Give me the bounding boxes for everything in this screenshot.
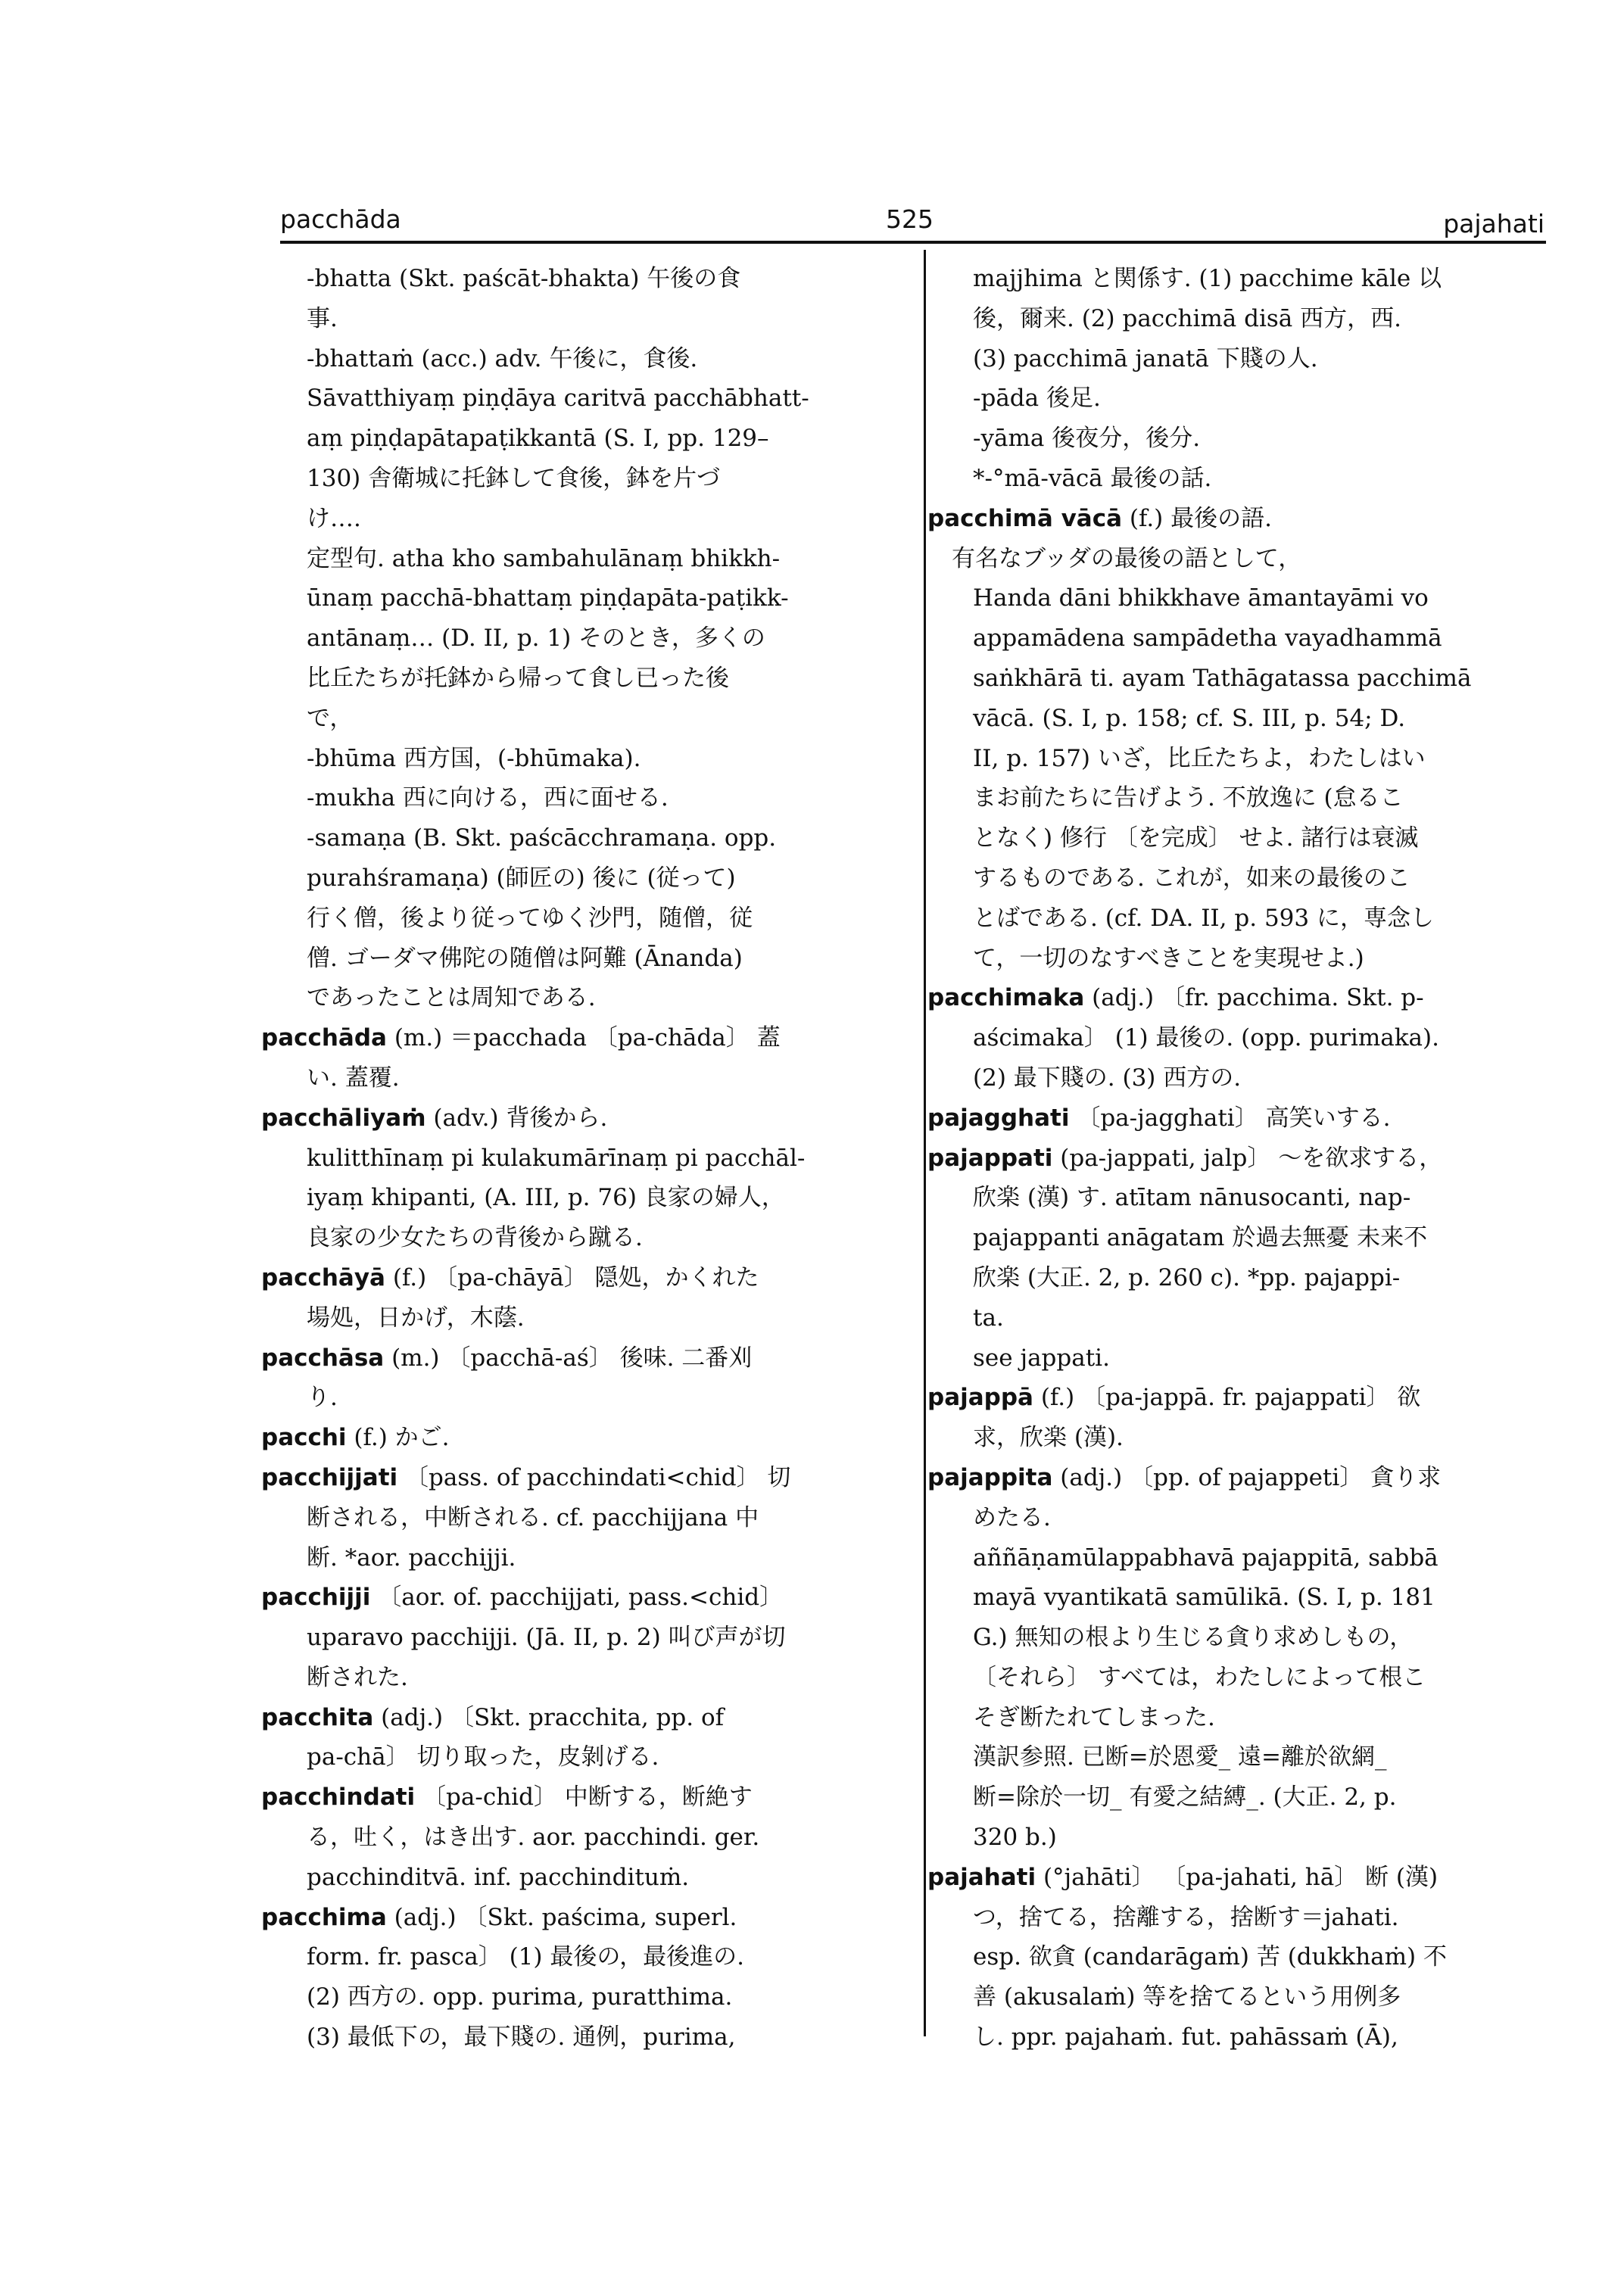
entry-headword-line: pajappā (f.) 〔pa-jappā. fr. pajappati〕 欲: [927, 1384, 1421, 1412]
entry-text-line: -bhatta (Skt. paścāt-bhakta) 午後の食: [307, 265, 741, 292]
headword: pajappita: [927, 1463, 1053, 1491]
entry-text-line: form. fr. pasca〕 (1) 最後の，最後進の.: [307, 1943, 744, 1971]
headword: pajagghati: [927, 1104, 1070, 1132]
entry-headword-line: pacchijji 〔aor. of. pacchijjati, pass.<chid〕: [261, 1584, 784, 1612]
headword: pacchimaka: [927, 984, 1085, 1012]
entry-text-line: であったことは周知である.: [307, 984, 596, 1012]
entry-text-line: (3) pacchimā janatā 下賤の人.: [973, 344, 1318, 372]
entry-text-line: 断された.: [307, 1663, 408, 1691]
entry-text-line: -samaṇa (B. Skt. paścācchramaṇa. opp.: [307, 824, 777, 852]
entry-text-line: kulitthīnaṃ pi kulakumārīnaṃ pi pacchāl-: [307, 1144, 806, 1172]
entry-text-line: 事.: [307, 304, 338, 332]
entry-text-line: て，一切のなすべきことを実現せよ.): [973, 944, 1364, 972]
entry-text-line: つ，捨てる，捨離する，捨断す＝jahati.: [973, 1903, 1399, 1931]
entry-text-line: antānaṃ… (D. II, p. 1) そのとき，多くの: [307, 625, 765, 653]
entry-text-line: -bhūma 西方国，(-bhūmaka).: [307, 744, 641, 772]
entry-text-line: pa-chā〕 切り取った，皮剝げる.: [307, 1743, 659, 1771]
entry-headword-line: pacchimaka (adj.) 〔fr. pacchima. Skt. p-: [927, 984, 1424, 1012]
entry-text-line: majjhima と関係す. (1) pacchime kāle 以: [973, 265, 1442, 292]
entry-text-line: となく) 修行 〔を完成〕 せよ. 諸行は衰滅: [973, 824, 1419, 852]
entry-headword-line: pacchima (adj.) 〔Skt. paścima, superl.: [261, 1903, 737, 1931]
entry-text-line: る，吐く，はき出す. aor. pacchindi. ger.: [307, 1824, 760, 1852]
column-divider: [924, 250, 926, 2036]
entry-text-line: (3) 最低下の，最下賤の. 通例，purima,: [307, 2024, 736, 2052]
entry-text-line: purahśramaṇa) (師匠の) 後に (従って): [307, 864, 736, 892]
entry-text-line: 断=除於一切_ 有愛之結縛_. (大正. 2, p.: [973, 1784, 1397, 1812]
entry-text-line: see jappati.: [973, 1344, 1110, 1372]
entry-text-line: し. ppr. pajahaṁ. fut. pahāssaṁ (Ā),: [973, 2024, 1398, 2052]
headword: pacchindati: [261, 1784, 416, 1812]
entry-text-line: (2) 西方の. opp. purima, puratthima.: [307, 1983, 733, 2011]
entry-text-line: G.) 無知の根より生じる貪り求めしもの，: [973, 1624, 1414, 1652]
entry-text-line: mayā vyantikatā samūlikā. (S. I, p. 181: [973, 1584, 1435, 1612]
running-header: [280, 198, 1545, 244]
entry-text-line: 320 b.): [973, 1824, 1057, 1852]
entry-text-line: 漢訳参照. 已断=於恩愛_ 遠=離於欲網_: [973, 1743, 1387, 1771]
entry-text-line: り.: [307, 1384, 338, 1412]
headword: pacchima: [261, 1903, 387, 1931]
entry-headword-line: pajappati (pa-jappati, jalp〕 〜を欲求する，: [927, 1144, 1443, 1172]
headword: pajappā: [927, 1384, 1033, 1412]
entry-text-line: pajappanti anāgatam 於過去無憂 未来不: [973, 1224, 1428, 1252]
headword: pacchijjati: [261, 1463, 398, 1491]
headword: pacchimā vācā: [927, 504, 1122, 532]
entry-text-line: esp. 欲貪 (candarāgaṁ) 苦 (dukkhaṁ) 不: [973, 1943, 1447, 1971]
entry-headword-line: pacchijjati 〔pass. of pacchindati<chid〕 切: [261, 1463, 791, 1491]
entry-text-line: 比丘たちが托鉢から帰って食し已った後: [307, 664, 729, 692]
entry-text-line: aścimaka〕 (1) 最後の. (opp. purimaka).: [973, 1024, 1439, 1052]
header-rule: [280, 241, 1546, 244]
entry-headword-line: pajappita (adj.) 〔pp. of pajappeti〕 貪り求: [927, 1463, 1442, 1491]
entry-text-line: appamādena sampādetha vayadhammā: [973, 625, 1442, 653]
headword: pacchijji: [261, 1584, 371, 1612]
entry-text-line: 善 (akusalaṁ) 等を捨てるという用例多: [973, 1983, 1401, 2011]
entry-text-line: II, p. 157) いざ，比丘たちよ，わたしはい: [973, 744, 1426, 772]
entry-text-line: 良家の少女たちの背後から蹴る.: [307, 1224, 643, 1252]
entry-text-line: で，: [307, 704, 354, 732]
entry-text-line: 〔それら〕 すべては，わたしによって根こ: [973, 1663, 1426, 1691]
entry-headword-line: pacchi (f.) かご.: [261, 1424, 450, 1452]
entry-headword-line: pacchāsa (m.) 〔pacchā-aś〕 後味. 二番刈: [261, 1344, 753, 1372]
entry-headword-line: pajahati (°jahāti〕 〔pa-jahati, hā〕 断 (漢): [927, 1863, 1439, 1891]
entry-text-line: -bhattaṁ (acc.) adv. 午後に，食後.: [307, 344, 698, 372]
entry-text-line: とばである. (cf. DA. II, p. 593 に，専念し: [973, 904, 1434, 932]
entry-text-line: Handa dāni bhikkhave āmantayāmi vo: [973, 584, 1429, 612]
entry-headword-line: pacchāliyaṁ (adv.) 背後から.: [261, 1104, 608, 1132]
entry-text-line: *-°mā-vācā 最後の話.: [973, 464, 1212, 492]
headword: pajahati: [927, 1863, 1036, 1891]
headword: pacchita: [261, 1703, 374, 1731]
entry-text-line: -mukha 西に向ける，西に面せる.: [307, 784, 669, 812]
entry-text-line: -pāda 後足.: [973, 385, 1101, 413]
entry-text-line: Sāvatthiyaṃ piṇḍāya caritvā pacchābhatt-: [307, 385, 809, 413]
entry-text-line: 断される，中断される. cf. pacchijjana 中: [307, 1503, 759, 1531]
entry-headword-line: pacchita (adj.) 〔Skt. pracchita, pp. of: [261, 1703, 725, 1731]
entry-text-line: aññāṇamūlappabhavā pajappitā, sabbā: [973, 1544, 1439, 1572]
entry-text-line: saṅkhārā ti. ayam Tathāgatassa pacchimā: [973, 664, 1472, 692]
entry-text-line: ta.: [973, 1304, 1004, 1332]
entry-text-line: 場処，日かげ，木蔭.: [307, 1304, 525, 1332]
entry-text-line: するものである. これが，如来の最後のこ: [973, 864, 1410, 892]
left-guide-word: pacchāda: [280, 204, 401, 234]
headword: pacchāyā: [261, 1263, 385, 1291]
entry-text-line: 求，欣楽 (漢).: [973, 1424, 1124, 1452]
entry-text-line: 僧. ゴーダマ佛陀の随僧は阿難 (Ānanda): [307, 944, 743, 972]
entry-headword-line: pacchindati 〔pa-chid〕 中断する，断絶す: [261, 1784, 753, 1812]
headword: pacchāsa: [261, 1344, 385, 1372]
entry-text-line: まお前たちに告げよう. 不放逸に (怠るこ: [973, 784, 1404, 812]
headword: pajappati: [927, 1144, 1053, 1172]
entry-text-line: 有名なブッダの最後の語として，: [952, 544, 1302, 572]
entry-text-line: 欣楽 (大正. 2, p. 260 c). *pp. pajappi-: [973, 1263, 1401, 1291]
entry-headword-line: pacchāyā (f.) 〔pa-chāyā〕 隠処，かくれた: [261, 1263, 759, 1291]
entry-text-line: aṃ piṇḍapātapaṭikkantā (S. I, pp. 129–: [307, 425, 769, 453]
entry-text-line: そぎ断たれてしまった.: [973, 1703, 1215, 1731]
entry-headword-line: pacchimā vācā (f.) 最後の語.: [927, 504, 1272, 532]
entry-text-line: vācā. (S. I, p. 158; cf. S. III, p. 54; D.: [973, 704, 1406, 732]
entry-text-line: iyaṃ khipanti, (A. III, p. 76) 良家の婦人，: [307, 1184, 785, 1212]
entry-text-line: -yāma 後夜分，後分.: [973, 425, 1201, 453]
entry-text-line: 欣楽 (漢) す. atītam nānusocanti, nap-: [973, 1184, 1411, 1212]
entry-text-line: pacchinditvā. inf. pacchindituṁ.: [307, 1863, 690, 1891]
entry-text-line: ūnaṃ pacchā-bhattaṃ piṇḍapāta-paṭikk-: [307, 584, 789, 612]
entry-headword-line: pacchāda (m.) ＝pacchada 〔pa-chāda〕 蓋: [261, 1024, 781, 1052]
entry-text-line: 定型句. atha kho sambahulānaṃ bhikkh-: [307, 544, 781, 572]
entry-text-line: い. 蓋覆.: [307, 1064, 400, 1092]
entry-text-line: 断. *aor. pacchijji.: [307, 1544, 516, 1572]
entry-text-line: めたる.: [973, 1503, 1051, 1531]
entry-text-line: (2) 最下賤の. (3) 西方の.: [973, 1064, 1242, 1092]
entry-text-line: け….: [307, 504, 361, 532]
entry-text-line: 行く僧，後より従ってゆく沙門，随僧，従: [307, 904, 753, 932]
left-column: [261, 259, 897, 2058]
entry-headword-line: pajagghati 〔pa-jagghati〕 高笑いする.: [927, 1104, 1391, 1132]
entry-text-line: 130) 舎衛城に托鉢して食後，鉢を片づ: [307, 464, 721, 492]
headword: pacchāda: [261, 1024, 387, 1052]
right-guide-word: pajahati: [1443, 209, 1545, 238]
entry-text-line: uparavo pacchijji. (Jā. II, p. 2) 叫び声が切: [307, 1624, 786, 1652]
entry-text-line: 後，爾来. (2) pacchimā disā 西方，西.: [973, 304, 1401, 332]
headword: pacchāliyaṁ: [261, 1104, 426, 1132]
headword: pacchi: [261, 1424, 347, 1452]
page-number: 525: [886, 204, 934, 234]
right-column: [927, 259, 1548, 2058]
